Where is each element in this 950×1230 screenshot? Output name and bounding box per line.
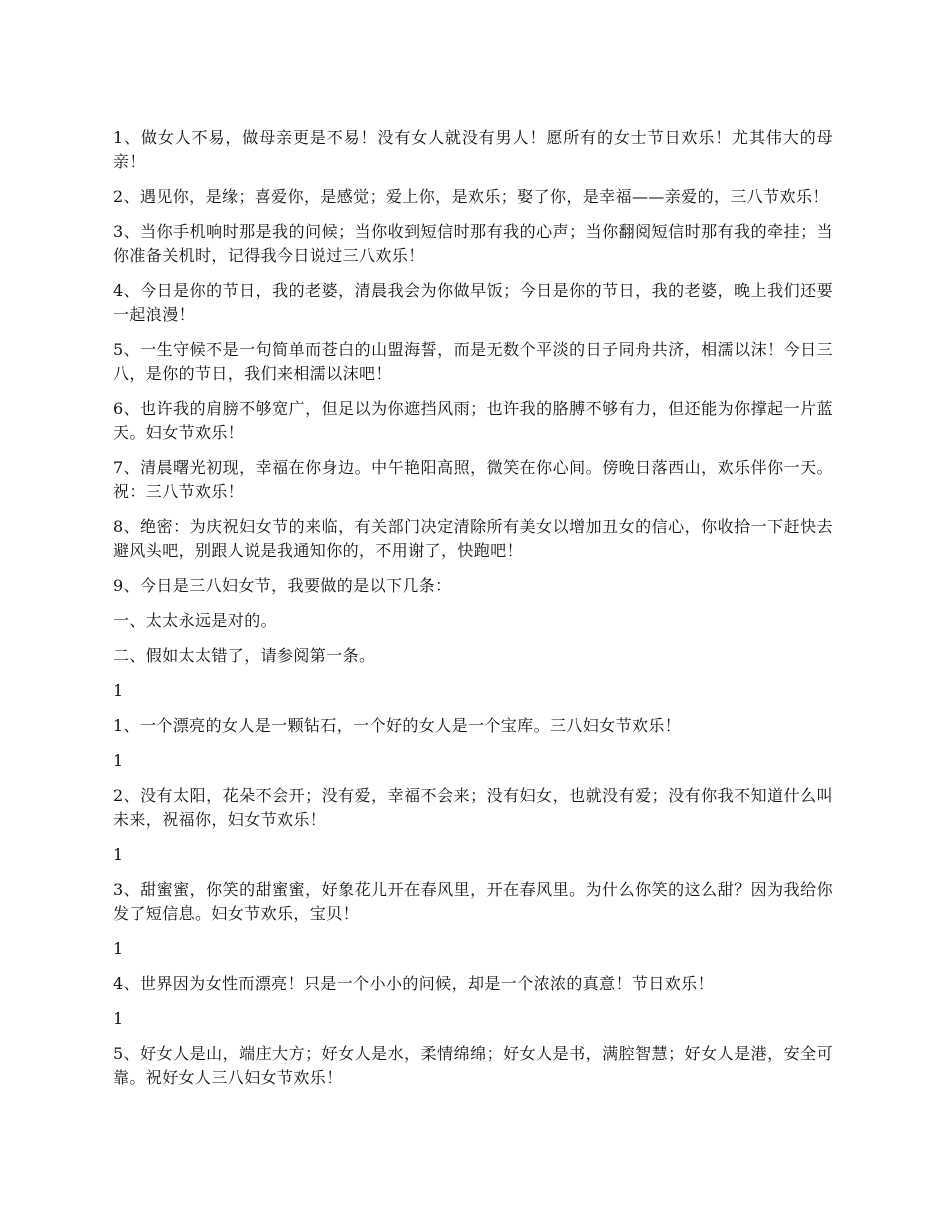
paragraph: 5、一生守候不是一句简单而苍白的山盟海誓，而是无数个平淡的日子同舟共济，相濡以沫！今日三八，是你的节日，我们来相濡以沫吧！ bbox=[113, 340, 833, 383]
paragraph: 二、假如太太错了，请参阅第一条。 bbox=[113, 646, 376, 665]
paragraph: 3、当你手机响时那是我的问候；当你收到短信时那有我的心声；当你翻阅短信时那有我的牵挂；当你准备关机时，记得我今日说过三八欢乐！ bbox=[113, 222, 833, 265]
paragraph: 4、今日是你的节日，我的老婆，清晨我会为你做早饭；今日是你的节日，我的老婆，晚上我们还要一起浪漫！ bbox=[113, 281, 833, 324]
paragraph: 1 bbox=[113, 751, 124, 770]
paragraph: 6、也许我的肩膀不够宽广，但足以为你遮挡风雨；也许我的胳膊不够有力，但还能为你撑起一片蓝天。妇女节欢乐！ bbox=[113, 399, 833, 442]
paragraph: 4、世界因为女性而漂亮！只是一个小小的问候，却是一个浓浓的真意！节日欢乐！ bbox=[113, 974, 714, 993]
paragraph: 1、一个漂亮的女人是一颗钻石，一个好的女人是一个宝库。三八妇女节欢乐！ bbox=[113, 716, 682, 735]
paragraph: 1 bbox=[113, 1009, 124, 1028]
paragraph: 2、遇见你，是缘；喜爱你，是感觉；爱上你，是欢乐；娶了你，是幸福——亲爱的，三八节欢乐！ bbox=[113, 187, 829, 206]
paragraph: 7、清晨曙光初现，幸福在你身边。中午艳阳高照，微笑在你心间。傍晚日落西山，欢乐伴你一天。祝：三八节欢乐！ bbox=[113, 458, 833, 501]
paragraph: 8、绝密：为庆祝妇女节的来临，有关部门决定清除所有美女以增加丑女的信心，你收拾一下赶快去避风头吧，别跟人说是我通知你的，不用谢了，快跑吧！ bbox=[113, 517, 833, 560]
paragraph: 1 bbox=[113, 681, 124, 700]
paragraph: 1 bbox=[113, 845, 124, 864]
paragraph: 5、好女人是山，端庄大方；好女人是水，柔情绵绵；好女人是书，满腔智慧；好女人是港，安全可靠。祝好女人三八妇女节欢乐！ bbox=[113, 1044, 833, 1087]
paragraph: 1、做女人不易，做母亲更是不易！没有女人就没有男人！愿所有的女士节日欢乐！尤其伟大的母亲！ bbox=[113, 128, 833, 171]
paragraph: 1 bbox=[113, 939, 124, 958]
paragraph: 2、没有太阳，花朵不会开；没有爱，幸福不会来；没有妇女，也就没有爱；没有你我不知道什么叫未来，祝福你，妇女节欢乐！ bbox=[113, 786, 833, 829]
paragraph: 3、甜蜜蜜，你笑的甜蜜蜜，好象花儿开在春风里，开在春风里。为什么你笑的这么甜？因为我给你发了短信息。妇女节欢乐，宝贝！ bbox=[113, 880, 833, 923]
paragraph: 9、今日是三八妇女节，我要做的是以下几条： bbox=[113, 576, 452, 595]
document-body bbox=[113, 126, 833, 1101]
paragraph: 一、太太永远是对的。 bbox=[113, 611, 278, 630]
